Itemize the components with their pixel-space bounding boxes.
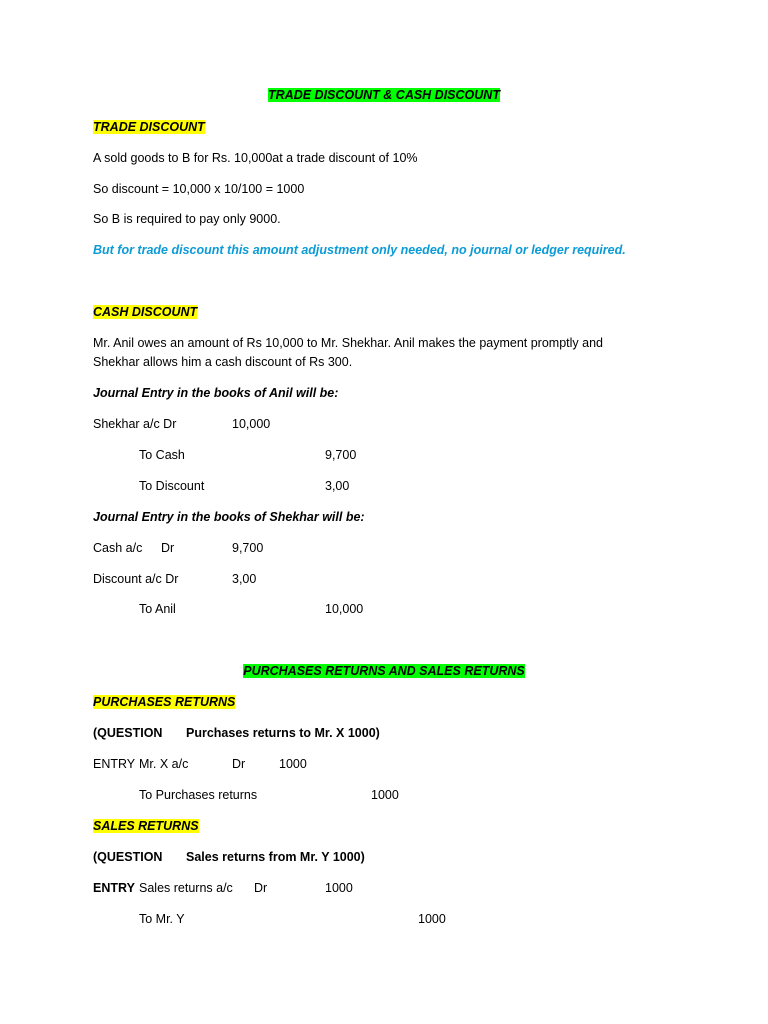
anil-row-2-label: To Cash (139, 448, 185, 462)
shekhar-row-1-dr: Dr (161, 541, 175, 555)
trade-note: But for trade discount this amount adjustment only needed, no journal or ledger required. (93, 243, 626, 257)
shekhar-row-2-label: Discount a/c Dr (93, 572, 179, 586)
trade-cash-title: TRADE DISCOUNT & CASH DISCOUNT (268, 88, 500, 102)
shekhar-row-2-amount: 3,00 (232, 572, 257, 586)
trade-discount-heading-row (93, 119, 205, 135)
anil-row-2-amount: 9,700 (325, 448, 357, 462)
anil-row-1-label: Shekhar a/c Dr (93, 417, 177, 431)
sales-entry-amount: 1000 (325, 881, 353, 895)
cash-para-line-2: Shekhar allows him a cash discount of Rs 300. (93, 355, 353, 369)
cash-para-line-1: Mr. Anil owes an amount of Rs 10,000 to Mr. Shekhar. Anil makes the payment promptly and (93, 336, 603, 350)
anil-row-3-amount: 3,00 (325, 479, 350, 493)
returns-title-row (0, 663, 768, 679)
cash-discount-heading: CASH DISCOUNT (93, 305, 198, 319)
sales-returns-heading-row (93, 818, 199, 834)
shekhar-row-1-amount: 9,700 (232, 541, 264, 555)
sales-question-text: Sales returns from Mr. Y 1000) (186, 850, 365, 864)
trade-cash-title-row (0, 87, 768, 103)
trade-discount-heading: TRADE DISCOUNT (93, 120, 205, 134)
anil-journal-heading: Journal Entry in the books of Anil will be: (93, 386, 339, 400)
purchases-entry-amount: 1000 (279, 757, 307, 771)
sales-entry-label: ENTRY (93, 881, 135, 895)
sales-to-label: To Mr. Y (139, 912, 185, 926)
trade-line-3: So B is required to pay only 9000. (93, 212, 281, 226)
sales-question-prefix: (QUESTION (93, 850, 163, 864)
sales-entry-dr: Dr (254, 881, 268, 895)
shekhar-row-1-label: Cash a/c (93, 541, 143, 555)
sales-to-amount: 1000 (418, 912, 446, 926)
trade-line-2: So discount = 10,000 x 10/100 = 1000 (93, 182, 305, 196)
trade-line-1: A sold goods to B for Rs. 10,000at a trade discount of 10% (93, 151, 418, 165)
shekhar-journal-heading: Journal Entry in the books of Shekhar will be: (93, 510, 365, 524)
anil-row-3-label: To Discount (139, 479, 205, 493)
returns-title: PURCHASES RETURNS AND SALES RETURNS (243, 664, 525, 678)
shekhar-row-3-amount: 10,000 (325, 602, 364, 616)
purchases-returns-heading: PURCHASES RETURNS (93, 695, 236, 709)
anil-row-1-amount: 10,000 (232, 417, 271, 431)
purchases-to-amount: 1000 (371, 788, 399, 802)
purchases-entry-label: ENTRY (93, 757, 136, 771)
shekhar-row-3-label: To Anil (139, 602, 176, 616)
sales-returns-heading: SALES RETURNS (93, 819, 199, 833)
purchases-to-label: To Purchases returns (139, 788, 258, 802)
cash-discount-heading-row (93, 304, 197, 320)
purchases-returns-heading-row (93, 694, 235, 710)
purchases-question-prefix: (QUESTION (93, 726, 163, 740)
purchases-entry-dr: Dr (232, 757, 246, 771)
purchases-question-text: Purchases returns to Mr. X 1000) (186, 726, 380, 740)
purchases-entry-account: Mr. X a/c (139, 757, 189, 771)
sales-entry-account: Sales returns a/c (139, 881, 233, 895)
